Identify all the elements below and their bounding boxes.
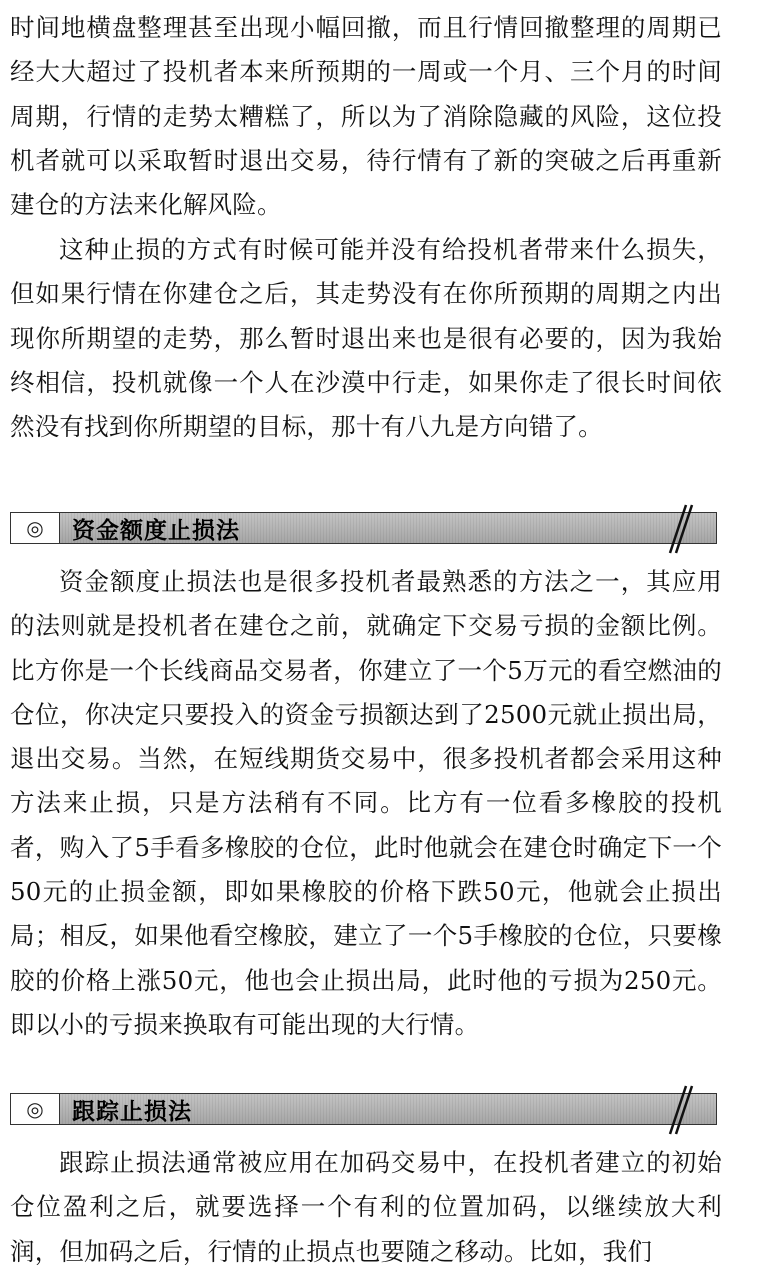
- double-circle-icon: ◎: [11, 1094, 60, 1124]
- double-circle-icon: ◎: [11, 513, 60, 543]
- paragraph-3: 资金额度止损法也是很多投机者最熟悉的方法之一，其应用的法则就是投机者在建仓之前，就确定下交易亏损的金额比例。比方你是一个长线商品交易者，你建立了一个5万元的看空燃油的仓位，你决定只要投入的资金亏损额达到了2500元就止损出局，退出交易。当然，在短线期货交易中，很多投机者都会采用这种方法来止损，只是方法稍有不同。比方有一位看多橡胶的投机者，购入了5手看多橡胶的仓位，此时他就会在建仓时确定下一个50元的止损金额，即如果橡胶的价格下跌50元，他就会止损出局；相反，如果他看空橡胶，建立了一个5手橡胶的仓位，只要橡胶的价格上涨50元，他也会止损出局，此时他的亏损为250元。即以小的亏损来换取有可能出现的大行情。: [10, 567, 722, 1039]
- section-header-trailing-stop-loss: [10, 1093, 717, 1125]
- section-title: 资金额度止损法: [72, 516, 240, 544]
- paragraph-4: 跟踪止损法通常被应用在加码交易中，在投机者建立的初始仓位盈利之后，就要选择一个有利的位置加码，以继续放大利润，但加码之后，行情的止损点也要随之移动。比如，我们: [10, 1148, 722, 1266]
- double-slash-icon: [664, 1084, 694, 1136]
- paragraph-1: 时间地横盘整理甚至出现小幅回撤，而且行情回撤整理的周期已经大大超过了投机者本来所预期的一周或一个月、三个月的时间周期，行情的走势太糟糕了，所以为了消除隐藏的风险，这位投机者就可以采取暂时退出交易，待行情有了新的突破之后再重新建仓的方法来化解风险。: [10, 13, 722, 220]
- section-title: 跟踪止损法: [72, 1097, 192, 1125]
- double-slash-icon: [664, 503, 694, 555]
- section-header-fund-stop-loss: [10, 512, 717, 544]
- paragraph-2: 这种止损的方式有时候可能并没有给投机者带来什么损失，但如果行情在你建仓之后，其走势没有在你所预期的周期之内出现你所期望的走势，那么暂时退出来也是很有必要的，因为我始终相信，投机就像一个人在沙漠中行走，如果你走了很长时间依然没有找到你所期望的目标，那十有八九是方向错了。: [10, 235, 722, 442]
